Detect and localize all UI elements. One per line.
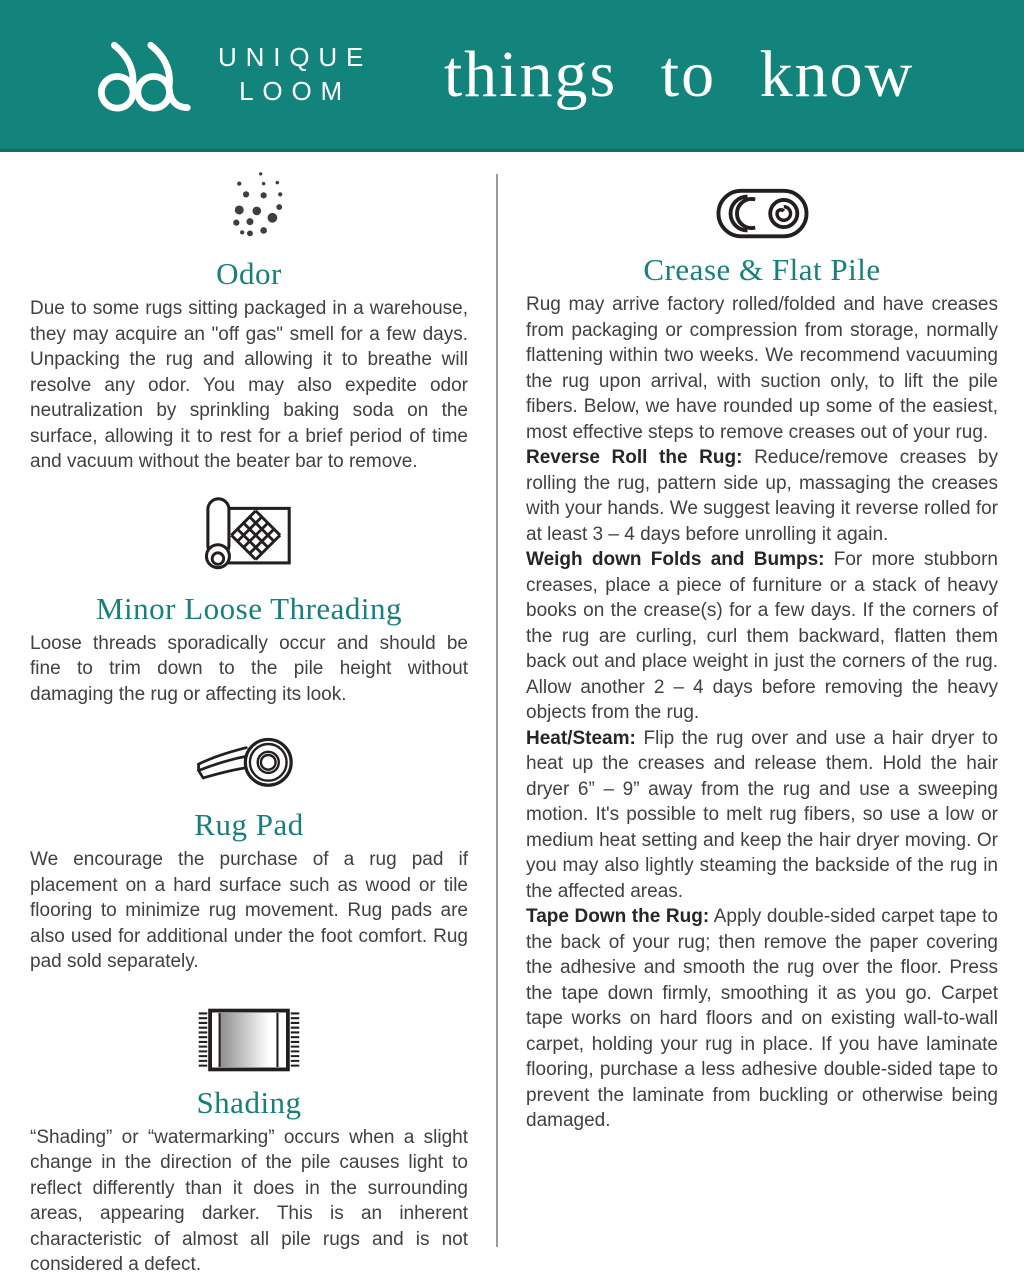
tip-tape-down [526, 904, 998, 1134]
section-heading-threading: Minor Loose Threading [95, 590, 403, 626]
section-body-rug-pad: We encourage the purchase of a rug pad if placement on a hard surface such as wood or tile flooring to minimize rug movement. Rug pads are also used for additional under the foot comfort. Rug pad sold separately. [30, 849, 468, 972]
tip-label-reverse-roll: Reverse Roll the Rug: [526, 447, 743, 468]
page-title: things to know [443, 37, 915, 111]
section-crease [526, 184, 998, 1134]
rug-pad-roll-icon [30, 733, 468, 799]
tip-reverse-roll [526, 445, 998, 547]
rolled-rug-side-icon [526, 184, 998, 244]
shaded-rug-icon [30, 1003, 468, 1077]
tip-label-tape-down: Tape Down the Rug: [526, 906, 710, 927]
header-banner [0, 0, 1024, 152]
brand-line2: LOOM [239, 75, 352, 106]
tip-label-weigh-down: Weigh down Folds and Bumps: [526, 549, 825, 570]
brand-logo [90, 27, 372, 123]
section-rug-pad [30, 733, 468, 975]
section-heading-rug-pad: Rug Pad [194, 807, 304, 842]
tip-text-reverse-roll: Reduce/remove creases by rolling the rug, pattern side up, massaging the creases with your hands. We suggest leaving it reverse rolled for at least 3 – 4 days before unrolling it again. [526, 447, 999, 545]
section-heading-odor: Odor [216, 256, 282, 291]
tip-heat-steam [526, 726, 998, 905]
left-column [0, 152, 496, 1277]
section-heading-crease: Crease & Flat Pile [643, 252, 881, 287]
brand-line1: UNIQUE [218, 41, 373, 72]
brand-name [218, 41, 372, 109]
section-body-odor: Due to some rugs sitting packaged in a warehouse, they may acquire an "off gas" smell for a few days. Unpacking the rug and allowing it to breathe will resolve any odor. You may also expedite odor neutralization by sprinkling baking soda on the surface, allowing it to rest for a brief period of time and vacuum without the beater bar to remove. [30, 298, 468, 472]
tip-text-heat-steam: Flip the rug over and use a hair dryer to heat up the creases and release them. Hold the hair dryer 6” – 9” away from the rug and use a sweeping motion. It's possible to melt rug fibers, so use a low or medium heat setting and keep the hair dryer moving. Or you may also lightly steaming the backside of the rug in the affected areas. [526, 727, 998, 902]
section-intro-crease: Rug may arrive factory rolled/folded and have creases from packaging or compression from storage, normally flattening within two weeks. We recommend vacuuming the rug upon arrival, with suction only, to lift the pile fibers. Below, we have rounded up some of the easiest, most effective steps to remove creases out of your rug. [526, 294, 998, 443]
section-threading [30, 495, 468, 708]
tip-text-weigh-down: For more stubborn creases, place a piece of furniture or a stack of heavy books on the crease(s) for a few days. If the corners of the rug are curling, curl them backward, flatten them back out and place weight in just the corners of the rug. Allow another 2 – 4 days before removing the heavy objects from the rug. [526, 549, 998, 723]
section-odor [30, 170, 468, 475]
section-body-shading: “Shading” or “watermarking” occurs when a slight change in the direction of the pile causes light to reflect differently than it does in the surrounding areas, appearing darker. This is an inherent characteristic of almost all pile rugs and is not considered a defect. [30, 1126, 468, 1275]
odor-dots-icon [30, 170, 468, 248]
section-shading [30, 1003, 468, 1278]
tip-label-heat-steam: Heat/Steam: [526, 727, 636, 749]
tip-weigh-down [526, 547, 998, 726]
tip-text-tape-down: Apply double-sided carpet tape to the back of your rug; then remove the paper covering the adhesive and smooth the rug over the floor. Press the tape down firmly, smoothing it as you go. Carpet tape works on hard floors and on existing wall-to-wall carpet, holding your rug in place. If you have laminate flooring, purchase a less adhesive double-sided tape to prevent the laminate from buckling or otherwise being damaged. [526, 906, 998, 1131]
unique-loom-logo-icon [90, 27, 202, 123]
section-heading-shading: Shading [196, 1084, 302, 1120]
right-column [498, 152, 1024, 1277]
rolled-rug-crosshatch-icon [30, 495, 468, 583]
section-body-threading: Loose threads sporadically occur and should be fine to trim down to the pile height without damaging the rug or affecting its look. [30, 632, 468, 705]
content-area [0, 152, 1024, 1277]
